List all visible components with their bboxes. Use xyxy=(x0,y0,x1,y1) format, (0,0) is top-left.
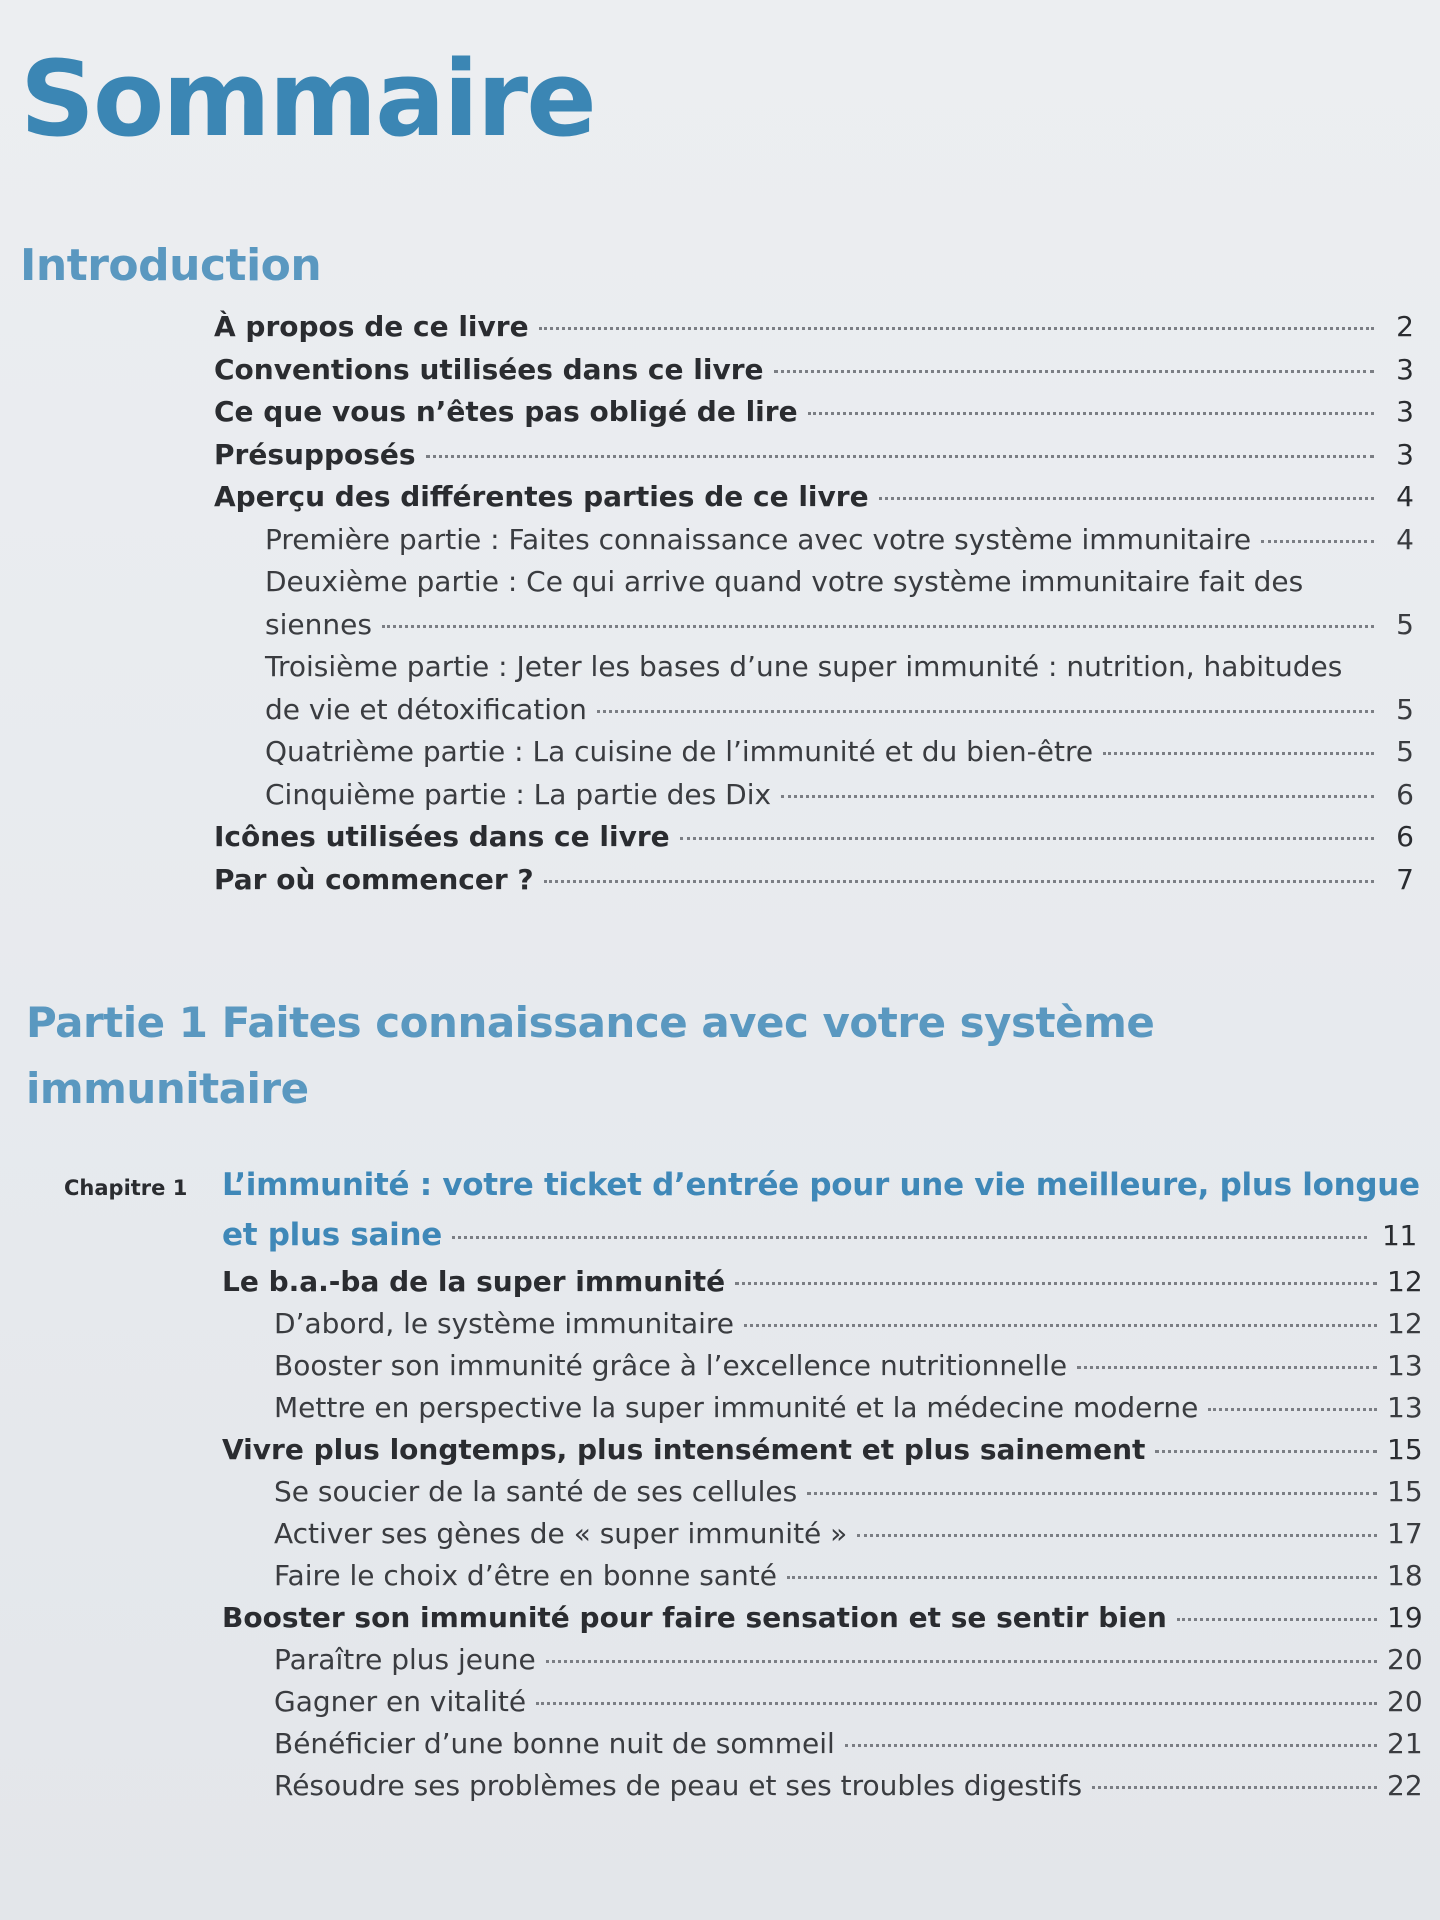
toc-entry-page-number: 22 xyxy=(1387,1769,1423,1802)
toc-entry[interactable] xyxy=(222,1765,1423,1807)
leader-dots xyxy=(1177,1617,1377,1621)
toc-entry[interactable] xyxy=(214,391,1414,434)
toc-entry-label: Mettre en perspective la super immunité et la médecine moderne xyxy=(274,1391,1199,1424)
toc-entry[interactable] xyxy=(222,1597,1423,1639)
chapter-title[interactable] xyxy=(222,1160,1420,1261)
toc-entry-page-number: 3 xyxy=(1396,395,1414,428)
chapter-title-line1: L’immunité : votre ticket d’entrée pour une vie meilleure, plus longue xyxy=(222,1167,1420,1203)
chapter-page-number: 11 xyxy=(1381,1219,1417,1252)
introduction-toc xyxy=(214,306,1414,901)
toc-entry-page-number: 5 xyxy=(1396,607,1414,641)
leader-dots xyxy=(781,794,1374,798)
chapter-title-line2: et plus saine xyxy=(222,1217,442,1253)
toc-entry-label: Gagner en vitalité xyxy=(274,1685,527,1718)
toc-entry-label: Booster son immunité grâce à l’excellence nutritionnelle xyxy=(274,1349,1068,1382)
toc-entry-page-number: 19 xyxy=(1387,1601,1423,1634)
toc-entry-label: À propos de ce livre xyxy=(214,310,529,343)
leader-dots xyxy=(1261,539,1374,543)
toc-entry[interactable] xyxy=(214,349,1414,392)
toc-entry[interactable] xyxy=(222,1513,1423,1555)
toc-entry[interactable] xyxy=(222,1471,1423,1513)
toc-entry-page-number: 5 xyxy=(1396,692,1414,726)
toc-entry-page-number: 20 xyxy=(1387,1685,1423,1718)
toc-entry-page-number: 17 xyxy=(1387,1517,1423,1550)
leader-dots xyxy=(544,879,1374,883)
toc-entry-page-number: 20 xyxy=(1387,1643,1423,1676)
toc-entry[interactable] xyxy=(222,1345,1423,1387)
leader-dots xyxy=(787,1575,1377,1579)
leader-dots xyxy=(774,369,1375,373)
toc-entry-label-line2: siennes xyxy=(265,607,372,641)
toc-entry-label: Ce que vous n’êtes pas obligé de lire xyxy=(214,395,798,428)
introduction-heading: Introduction xyxy=(20,240,322,291)
toc-entry[interactable] xyxy=(222,1387,1423,1429)
leader-dots xyxy=(735,1281,1377,1285)
leader-dots xyxy=(857,1533,1377,1537)
toc-entry-page-number: 6 xyxy=(1396,820,1414,853)
toc-entry-page-number: 18 xyxy=(1387,1559,1423,1592)
toc-entry-label-line2: de vie et détoxification xyxy=(265,692,587,726)
toc-entry-page-number: 15 xyxy=(1387,1433,1423,1466)
toc-entry-page-number: 5 xyxy=(1396,735,1414,768)
leader-dots xyxy=(546,1659,1377,1663)
toc-entry-label-line1: Deuxième partie : Ce qui arrive quand votre système immunitaire fait des xyxy=(265,565,1304,598)
toc-entry-page-number: 13 xyxy=(1387,1391,1423,1424)
toc-entry-label: Le b.a.-ba de la super immunité xyxy=(222,1265,726,1298)
leader-dots xyxy=(807,1491,1377,1495)
toc-entry[interactable] xyxy=(222,1555,1423,1597)
toc-entry[interactable] xyxy=(214,306,1414,349)
toc-entry[interactable] xyxy=(214,561,1414,646)
toc-entry-page-number: 12 xyxy=(1387,1265,1423,1298)
leader-dots xyxy=(1092,1785,1377,1789)
toc-entry-label-line1: Troisième partie : Jeter les bases d’une super immunité : nutrition, habitudes xyxy=(265,650,1343,683)
toc-entry-page-number: 4 xyxy=(1396,480,1414,513)
toc-entry[interactable] xyxy=(214,519,1414,562)
toc-entry-label: Booster son immunité pour faire sensation et se sentir bien xyxy=(222,1601,1167,1634)
toc-entry[interactable] xyxy=(214,646,1414,731)
toc-entry-label: Conventions utilisées dans ce livre xyxy=(214,352,764,386)
toc-entry-page-number: 12 xyxy=(1387,1307,1423,1340)
toc-entry-label: Vivre plus longtemps, plus intensément et plus sainement xyxy=(222,1433,1146,1466)
toc-entry-label: Bénéficier d’une bonne nuit de sommeil xyxy=(274,1727,835,1760)
toc-entry[interactable] xyxy=(222,1723,1423,1765)
toc-entry[interactable] xyxy=(222,1429,1423,1471)
leader-dots xyxy=(1103,751,1374,755)
toc-entry-label: Paraître plus jeune xyxy=(274,1643,536,1676)
toc-entry-page-number: 7 xyxy=(1396,862,1414,896)
leader-dots xyxy=(845,1743,1377,1747)
leader-dots xyxy=(597,709,1374,713)
chapter-label: Chapitre 1 xyxy=(64,1176,188,1200)
leader-dots xyxy=(1155,1449,1377,1453)
toc-entry[interactable] xyxy=(214,859,1414,902)
leader-dots xyxy=(1077,1365,1377,1369)
toc-entry-label: Faire le choix d’être en bonne santé xyxy=(274,1559,777,1592)
leader-dots xyxy=(1208,1407,1377,1411)
leader-dots xyxy=(539,326,1374,330)
toc-entry-page-number: 6 xyxy=(1396,777,1414,811)
toc-entry[interactable] xyxy=(222,1639,1423,1681)
leader-dots xyxy=(744,1323,1377,1327)
leader-dots xyxy=(452,1235,1367,1239)
toc-entry-label: Cinquième partie : La partie des Dix xyxy=(265,777,772,811)
part1-heading-line1: Partie 1 Faites connaissance avec votre système xyxy=(26,998,1155,1047)
toc-entry-label: Icônes utilisées dans ce livre xyxy=(214,820,670,853)
leader-dots xyxy=(808,411,1374,415)
chapter1-toc xyxy=(222,1261,1423,1807)
toc-entry-label: Activer ses gènes de « super immunité » xyxy=(274,1517,848,1550)
leader-dots xyxy=(680,836,1374,840)
toc-entry[interactable] xyxy=(214,816,1414,859)
toc-entry-page-number: 21 xyxy=(1387,1727,1423,1760)
toc-entry[interactable] xyxy=(214,434,1414,477)
toc-entry-page-number: 15 xyxy=(1387,1475,1423,1508)
leader-dots xyxy=(879,496,1374,500)
toc-entry[interactable] xyxy=(222,1681,1423,1723)
part1-heading xyxy=(26,990,1276,1122)
toc-entry[interactable] xyxy=(214,476,1414,519)
part1-heading-line2: immunitaire xyxy=(26,1064,309,1113)
toc-entry-label: Quatrième partie : La cuisine de l’immunité et du bien-être xyxy=(265,735,1094,768)
toc-entry-label: Aperçu des différentes parties de ce livre xyxy=(214,480,869,513)
toc-entry-page-number: 3 xyxy=(1396,437,1414,471)
toc-entry-label: Résoudre ses problèmes de peau et ses troubles digestifs xyxy=(274,1769,1083,1802)
toc-entry-label: Par où commencer ? xyxy=(214,862,534,896)
toc-entry-page-number: 3 xyxy=(1396,352,1414,386)
toc-entry-label: Se soucier de la santé de ses cellules xyxy=(274,1475,798,1508)
leader-dots xyxy=(426,454,1374,458)
toc-entry-label: Présupposés xyxy=(214,437,416,471)
toc-entry-page-number: 2 xyxy=(1396,310,1414,343)
toc-entry-label: Première partie : Faites connaissance avec votre système immunitaire xyxy=(265,522,1252,556)
toc-entry[interactable] xyxy=(214,774,1414,817)
page-title: Sommaire xyxy=(20,38,595,160)
toc-entry-page-number: 4 xyxy=(1396,522,1414,556)
leader-dots xyxy=(536,1701,1377,1705)
leader-dots xyxy=(382,624,1374,628)
toc-entry[interactable] xyxy=(222,1261,1423,1303)
toc-entry-label: D’abord, le système immunitaire xyxy=(274,1307,735,1340)
toc-entry[interactable] xyxy=(222,1303,1423,1345)
toc-entry-page-number: 13 xyxy=(1387,1349,1423,1382)
toc-entry[interactable] xyxy=(214,731,1414,774)
